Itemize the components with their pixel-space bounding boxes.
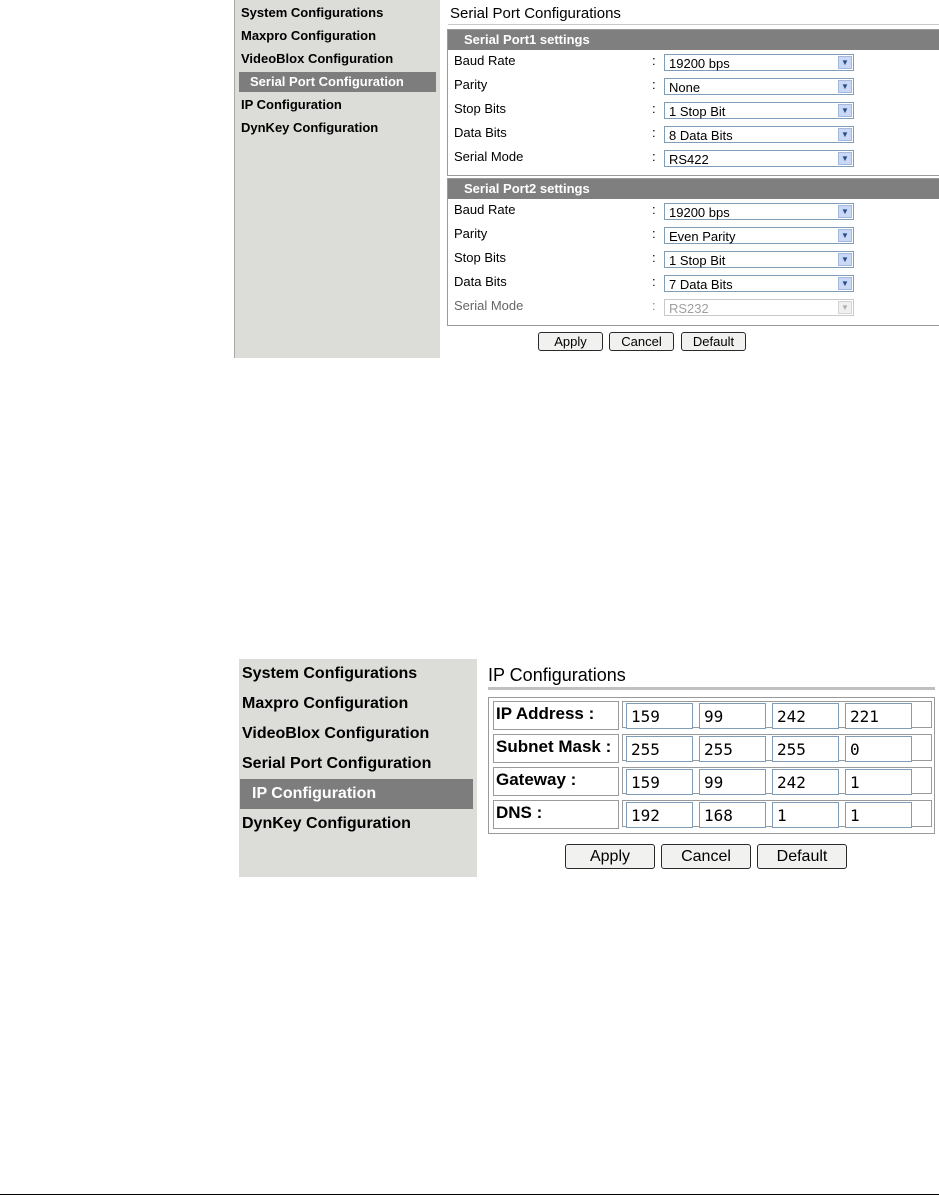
- subnet-mask-octet-1[interactable]: 255: [626, 736, 693, 762]
- serial-mode-select[interactable]: [664, 150, 854, 167]
- field-label: Data Bits: [454, 125, 507, 140]
- gateway-octet-1[interactable]: 159: [626, 769, 693, 795]
- serial-mode-select-disabled: [664, 299, 854, 316]
- ip-configuration-screen: [239, 659, 939, 877]
- chevron-down-icon[interactable]: ▼: [838, 80, 852, 93]
- select-value: 19200 bps: [669, 205, 730, 220]
- dns-octet-3[interactable]: 1: [772, 802, 839, 828]
- select-value: 1 Stop Bit: [669, 253, 726, 268]
- parity-select[interactable]: [664, 227, 854, 244]
- sidebar-item-maxpro-configuration[interactable]: Maxpro Configuration: [242, 695, 409, 712]
- sidebar: [234, 0, 440, 358]
- sidebar-item-dynkey-configuration[interactable]: DynKey Configuration: [241, 120, 379, 135]
- baud-rate-select[interactable]: [664, 203, 854, 220]
- sidebar: [239, 659, 477, 877]
- field-label: Stop Bits: [454, 250, 507, 265]
- sidebar-item-videoblox-configuration[interactable]: VideoBlox Configuration: [242, 725, 430, 742]
- chevron-down-icon: ▼: [838, 301, 852, 314]
- colon-separator: :: [652, 53, 656, 68]
- page-title: IP Configurations: [488, 665, 626, 685]
- sidebar-item-dynkey-configuration[interactable]: DynKey Configuration: [242, 815, 411, 832]
- dns-octet-1[interactable]: 192: [626, 802, 693, 828]
- stop-bits-row: [448, 247, 939, 271]
- gateway-octet-2[interactable]: 99: [699, 769, 766, 795]
- field-label: Serial Mode: [454, 298, 524, 313]
- data-bits-select[interactable]: [664, 275, 854, 292]
- colon-separator: :: [652, 149, 656, 164]
- ip-address-label: IP Address :: [493, 701, 619, 730]
- baud-rate-row: [448, 199, 939, 223]
- ip-address-octet-4[interactable]: 221: [845, 703, 912, 729]
- stop-bits-select[interactable]: [664, 102, 854, 119]
- cancel-button[interactable]: Cancel: [609, 332, 674, 351]
- select-value: Even Parity: [669, 229, 736, 244]
- default-button[interactable]: Default: [757, 844, 847, 869]
- apply-button[interactable]: Apply: [565, 844, 655, 869]
- colon-separator: :: [652, 77, 656, 92]
- baud-rate-row: [448, 50, 939, 74]
- chevron-down-icon[interactable]: ▼: [838, 56, 852, 69]
- sidebar-item-serial-port-configuration[interactable]: Serial Port Configuration: [239, 72, 436, 92]
- parity-row: [448, 74, 939, 98]
- field-label: Stop Bits: [454, 101, 507, 116]
- data-bits-select[interactable]: [664, 126, 854, 143]
- baud-rate-select[interactable]: [664, 54, 854, 71]
- select-value: RS422: [669, 152, 709, 167]
- ip-address-octet-1[interactable]: 159: [626, 703, 693, 729]
- serial-port1-settings: [447, 29, 939, 176]
- chevron-down-icon[interactable]: ▼: [838, 128, 852, 141]
- colon-separator: :: [652, 250, 656, 265]
- chevron-down-icon[interactable]: ▼: [838, 205, 852, 218]
- sidebar-item-ip-configuration[interactable]: IP Configuration: [241, 97, 342, 112]
- data-bits-row: [448, 122, 939, 146]
- serial-mode-row: [448, 295, 939, 319]
- colon-separator: :: [652, 274, 656, 289]
- stop-bits-row: [448, 98, 939, 122]
- apply-button[interactable]: Apply: [538, 332, 603, 351]
- ip-address-octet-2[interactable]: 99: [699, 703, 766, 729]
- subnet-mask-octet-4[interactable]: 0: [845, 736, 912, 762]
- data-bits-row: [448, 271, 939, 295]
- field-label: Baud Rate: [454, 202, 516, 217]
- parity-row: [448, 223, 939, 247]
- stop-bits-select[interactable]: [664, 251, 854, 268]
- field-label: Serial Mode: [454, 149, 524, 164]
- field-label: Parity: [454, 77, 488, 92]
- section-header: Serial Port2 settings: [448, 179, 939, 199]
- chevron-down-icon[interactable]: ▼: [838, 277, 852, 290]
- field-label: Data Bits: [454, 274, 507, 289]
- chevron-down-icon[interactable]: ▼: [838, 104, 852, 117]
- select-value: 8 Data Bits: [669, 128, 733, 143]
- colon-separator: :: [652, 202, 656, 217]
- dns-label: DNS :: [493, 800, 619, 829]
- ip-address-octet-3[interactable]: 242: [772, 703, 839, 729]
- field-label: Parity: [454, 226, 488, 241]
- select-value: None: [669, 80, 701, 95]
- title-divider: [488, 687, 935, 690]
- chevron-down-icon[interactable]: ▼: [838, 253, 852, 266]
- colon-separator: :: [652, 101, 656, 116]
- dns-octet-4[interactable]: 1: [845, 802, 912, 828]
- title-divider: [448, 24, 939, 25]
- sidebar-item-system-configurations[interactable]: System Configurations: [241, 5, 384, 20]
- colon-separator: :: [652, 298, 656, 313]
- page-title: Serial Port Configurations: [450, 5, 621, 22]
- sidebar-item-system-configurations[interactable]: System Configurations: [242, 665, 418, 682]
- chevron-down-icon[interactable]: ▼: [838, 152, 852, 165]
- ip-settings-table: [488, 697, 935, 834]
- colon-separator: :: [652, 125, 656, 140]
- subnet-mask-octet-3[interactable]: 255: [772, 736, 839, 762]
- select-value: RS232: [669, 301, 709, 316]
- subnet-mask-label: Subnet Mask :: [493, 734, 619, 763]
- gateway-octet-3[interactable]: 242: [772, 769, 839, 795]
- gateway-octet-4[interactable]: 1: [845, 769, 912, 795]
- serial-port2-settings: [447, 178, 939, 326]
- page-bottom-divider: [0, 1194, 939, 1195]
- section-header: Serial Port1 settings: [448, 30, 939, 50]
- colon-separator: :: [652, 226, 656, 241]
- cancel-button[interactable]: Cancel: [661, 844, 751, 869]
- select-value: 19200 bps: [669, 56, 730, 71]
- serial-port-configuration-screen: [234, 0, 939, 358]
- gateway-label: Gateway :: [493, 767, 619, 796]
- sidebar-item-ip-configuration[interactable]: IP Configuration: [240, 779, 473, 809]
- subnet-mask-octet-2[interactable]: 255: [699, 736, 766, 762]
- sidebar-item-maxpro-configuration[interactable]: Maxpro Configuration: [241, 28, 377, 43]
- default-button[interactable]: Default: [681, 332, 746, 351]
- parity-select[interactable]: [664, 78, 854, 95]
- sidebar-item-videoblox-configuration[interactable]: VideoBlox Configuration: [241, 51, 394, 66]
- serial-mode-row: [448, 146, 939, 170]
- sidebar-item-serial-port-configuration[interactable]: Serial Port Configuration: [242, 755, 432, 772]
- dns-octet-2[interactable]: 168: [699, 802, 766, 828]
- field-label: Baud Rate: [454, 53, 516, 68]
- select-value: 1 Stop Bit: [669, 104, 726, 119]
- chevron-down-icon[interactable]: ▼: [838, 229, 852, 242]
- select-value: 7 Data Bits: [669, 277, 733, 292]
